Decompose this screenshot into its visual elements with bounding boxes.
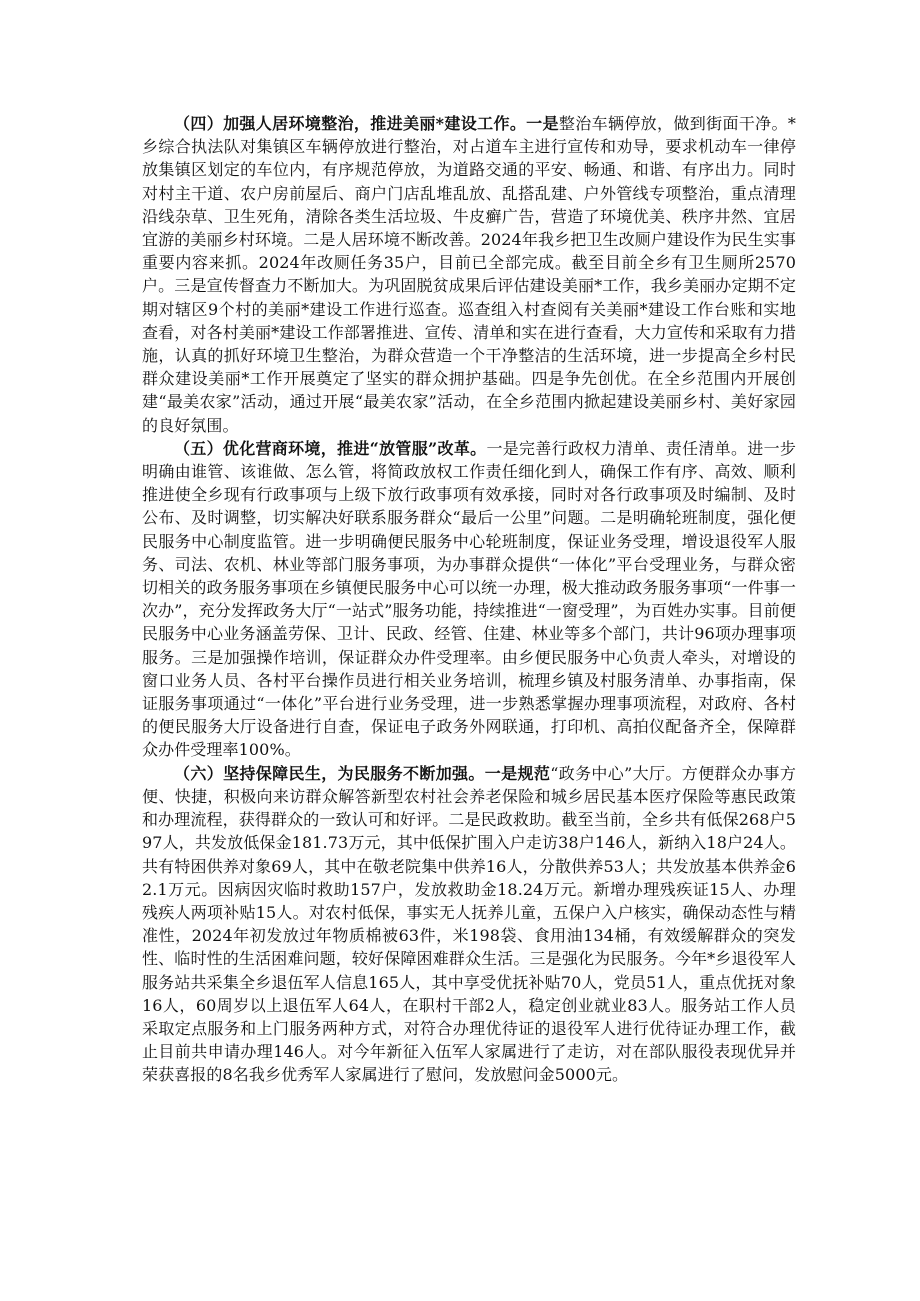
paragraph-5-body: 一是完善行政权力清单、责任清单。进一步明确由谁管、该谁做、怎么管，将简政放权工作责任细化到人，确保工作有序、高效、顺利推进使全乡现有行政事项与上级下放行政事项有效承接，同时对各行政事项及时编制、及时公布、及时调整，切实解决好联系服务群众“最后一公里”问题。二是明确轮班制度，强化便民服务中心制度监管。进一步明确便民服务中心轮班制度，保证业务受理，增设退役军人服务、司法、农机、林业等部门服务事项，为办事群众提供“一体化”平台受理业务，与群众密切相关的政务服务事项在乡镇便民服务中心可以统一办理，极大推动政务服务事项“一件事一次办”，充分发挥政务大厅“一站式”服务功能，持续推进“一窗受理”，为百姓办实事。目前便民服务中心业务涵盖劳保、卫计、民政、经管、住建、林业等多个部门，共计96项办理事项服务。三是加强操作培训，保证群众办件受理率。由乡便民服务中心负责人牵头，对增设的窗口业务人员、各村平台操作员进行相关业务培训，梳理乡镇及村服务清单、办事指南，保证服务事项通过“一体化”平台进行业务受理，进一步熟悉掌握办理事项流程，对政府、各村的便民服务大厅设备进行自查，保证电子政务外网联通，打印机、高拍仪配备齐全，保障群众办件受理率100%。 (142, 438, 796, 760)
paragraph-4 (142, 112, 796, 437)
paragraph-4-body: 整治车辆停放，做到街面干净。*乡综合执法队对集镇区车辆停放进行整治，对占道车主进行宣传和劝导，要求机动车一律停放集镇区划定的车位内，有序规范停放，为道路交通的平安、畅通、和谐、有序出力。同时对村主干道、农户房前屋后、商户门店乱堆乱放、乱搭乱建、户外管线专项整治，重点清理沿线杂草、卫生死角，清除各类生活垃圾、牛皮癣广告，营造了环境优美、秩序井然、宜居宜游的美丽乡村环境。二是人居环境不断改善。2024年我乡把卫生改厕户建设作为民生实事重要内容来抓。2024年改厕任务35户，目前已全部完成。截至目前全乡有卫生厕所2570户。三是宣传督查力不断加大。为巩固脱贫成果后评估建设美丽*工作，我乡美丽办定期不定期对辖区9个村的美丽*建设工作进行巡查。巡查组入村查阅有关美丽*建设工作台账和实地查看，对各村美丽*建设工作部署推进、宣传、清单和实在进行查看，大力宣传和采取有力措施，认真的抓好环境卫生整治，为群众营造一个干净整洁的生活环境，进一步提高全乡村民群众建设美丽*工作开展奠定了坚实的群众拥护基础。四是争先创优。在全乡范围内开展创建“最美农家”活动，通过开展“最美农家”活动，在全乡范围内掀起建设美丽乡村、美好家园的良好氛围。 (142, 114, 796, 435)
paragraph-5-heading: （五）优化营商环境，推进“放管服”改革。 (174, 438, 487, 458)
paragraph-6-heading: （六）坚持保障民生，为民服务不断加强。一是规范 (174, 763, 551, 783)
paragraph-5 (142, 437, 796, 762)
document-page (142, 112, 796, 1087)
paragraph-6-body: “政务中心”大厅。方便群众办事方便、快捷，积极向来访群众解答新型农村社会养老保险和城乡居民基本医疗保险等惠民政策和办理流程，获得群众的一致认可和好评。二是民政救助。截至当前，全乡共有低保268户597人，共发放低保金181.73万元，其中低保扩围入户走访38户146人，新纳入18户24人。共有特困供养对象69人，其中在敬老院集中供养16人，分散供养53人；共发放基本供养金62.1万元。因病因灾临时救助157户，发放救助金18.24万元。新增办理残疾证15人、办理残疾人两项补贴15人。对农村低保，事实无人抚养儿童，五保户入户核实，确保动态性与精准性，2024年初发放过年物质棉被63件，米198袋、食用油134桶，有效缓解群众的突发性、临时性的生活困难问题，较好保障困难群众生活。三是强化为民服务。今年*乡退役军人服务站共采集全乡退伍军人信息165人，其中享受优抚补贴70人，党员51人，重点优抚对象16人，60周岁以上退伍军人64人，在职村干部2人，稳定创业就业83人。服务站工作人员采取定点服务和上门服务两种方式，对符合办理优待证的退役军人进行优待证办理工作，截止目前共申请办理146人。对今年新征入伍军人家属进行了走访，对在部队服役表现优异并荣获喜报的8名我乡优秀军人家属进行了慰问，发放慰问金5000元。 (142, 763, 796, 1085)
paragraph-4-heading: （四）加强人居环境整治，推进美丽*建设工作。一是 (174, 114, 559, 133)
paragraph-6 (142, 762, 796, 1087)
